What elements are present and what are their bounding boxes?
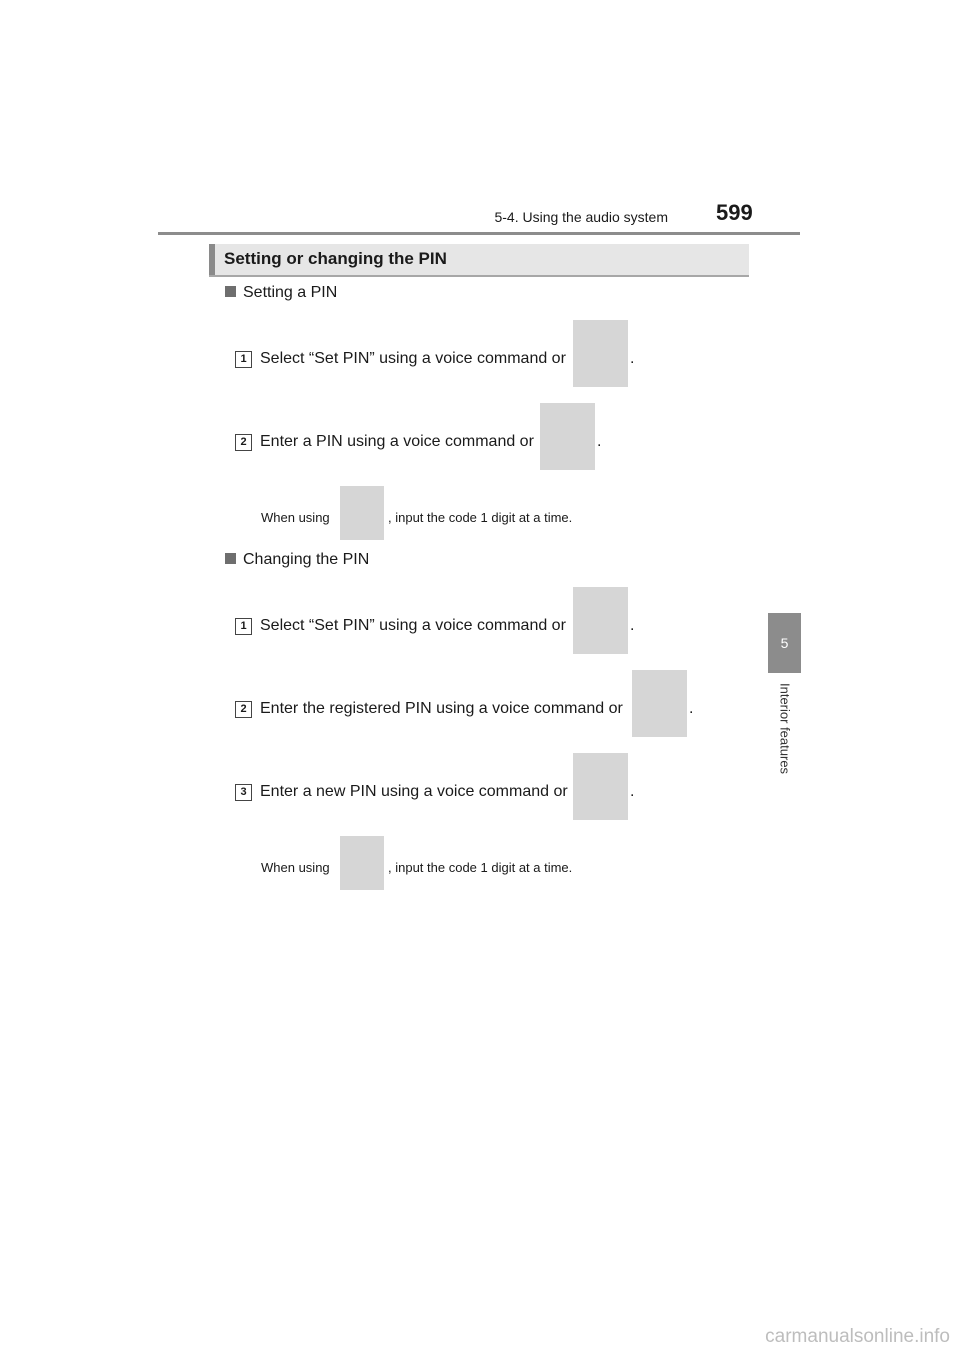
note-prefix: When using xyxy=(261,860,330,875)
note-prefix: When using xyxy=(261,510,330,525)
square-bullet-icon xyxy=(225,286,236,297)
step-text: Enter a new PIN using a voice command or xyxy=(260,783,568,800)
chapter-label xyxy=(770,683,800,803)
note-suffix: , input the code 1 digit at a time. xyxy=(388,860,573,875)
section-title-bar xyxy=(209,244,749,277)
chapter-tab: 5 xyxy=(768,613,801,673)
step-suffix: . xyxy=(689,700,694,717)
keypad-image xyxy=(340,836,384,890)
keypad-image xyxy=(340,486,384,540)
audio-screen-image xyxy=(573,320,628,387)
step-number-badge: 2 xyxy=(235,701,252,718)
step-number-badge: 1 xyxy=(235,618,252,635)
step-suffix: . xyxy=(630,783,635,800)
step-suffix: . xyxy=(630,350,635,367)
step-number-badge: 2 xyxy=(235,434,252,451)
section-title: Setting or changing the PIN xyxy=(224,249,447,268)
audio-screen-image xyxy=(573,753,628,820)
step-text: Enter the registered PIN using a voice command or xyxy=(260,700,623,717)
step-number-badge: 1 xyxy=(235,351,252,368)
running-header: 5-4. Using the audio system xyxy=(494,209,668,225)
audio-screen-image xyxy=(632,670,687,737)
step-suffix: . xyxy=(630,617,635,634)
audio-screen-image xyxy=(573,587,628,654)
step-suffix: . xyxy=(597,433,602,450)
subheading-setting-pin xyxy=(225,284,337,302)
section-accent xyxy=(209,244,215,275)
audio-screen-image xyxy=(540,403,595,470)
subheading-label: Changing the PIN xyxy=(243,551,370,568)
subheading-label: Setting a PIN xyxy=(243,284,338,301)
step-text: Select “Set PIN” using a voice command or xyxy=(260,350,566,367)
step-text: Select “Set PIN” using a voice command or xyxy=(260,617,566,634)
header-divider xyxy=(158,232,800,235)
note-suffix: , input the code 1 digit at a time. xyxy=(388,510,573,525)
chapter-label-text: Interior features xyxy=(777,683,793,775)
step-number-badge: 3 xyxy=(235,784,252,801)
step-text: Enter a PIN using a voice command or xyxy=(260,433,534,450)
page-number: 599 xyxy=(716,200,753,225)
subheading-changing-pin xyxy=(225,551,369,569)
watermark-url: carmanualsonline.info xyxy=(765,1326,950,1347)
square-bullet-icon xyxy=(225,553,236,564)
